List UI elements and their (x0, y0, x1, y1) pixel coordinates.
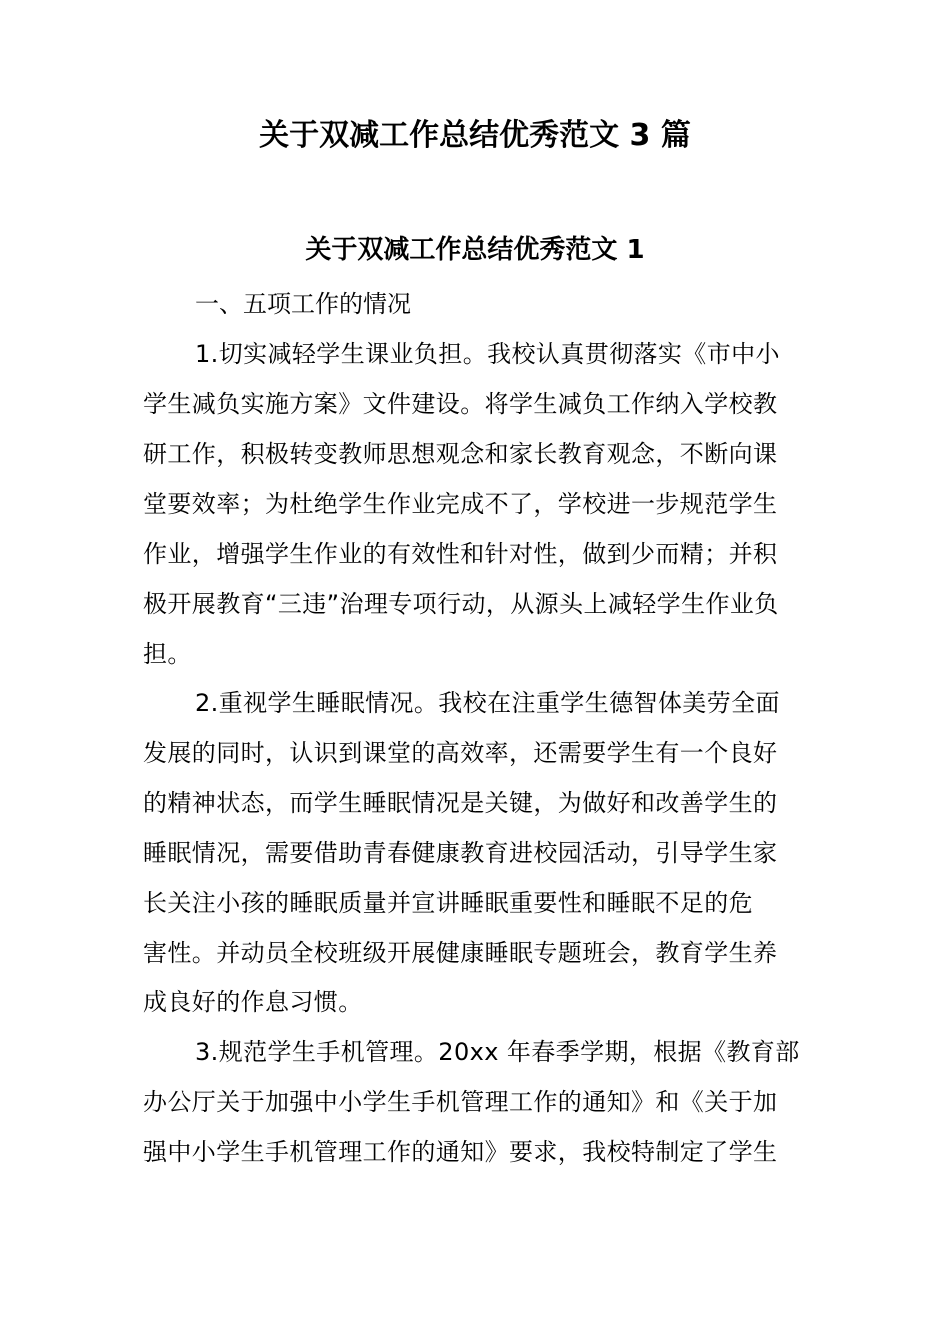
paragraph-line: 害性。并动员全校班级开展健康睡眠专题班会，教育学生养 (143, 939, 778, 967)
paragraph-line: 堂要效率；为杜绝学生作业完成不了，学校进一步规范学生 (143, 490, 778, 518)
paragraph-line: 办公厅关于加强中小学生手机管理工作的通知》和《关于加 (143, 1088, 778, 1116)
document-title: 关于双减工作总结优秀范文 3 篇 (259, 118, 691, 153)
paragraph-line: 极开展教育“三违”治理专项行动，从源头上减轻学生作业负 (143, 590, 779, 618)
paragraph-line: 担。 (143, 640, 192, 668)
paragraph-line: 作业，增强学生作业的有效性和针对性，做到少而精；并积 (143, 540, 778, 568)
section-title: 关于双减工作总结优秀范文 1 (305, 235, 645, 265)
paragraph-line: 长关注小孩的睡眠质量并宣讲睡眠重要性和睡眠不足的危 (143, 889, 753, 917)
paragraph-line: 发展的同时，认识到课堂的高效率，还需要学生有一个良好 (143, 739, 778, 767)
paragraph-line: 3.规范学生手机管理。20xx 年春季学期，根据《教育部 (195, 1038, 800, 1066)
paragraph-line: 睡眠情况，需要借助青春健康教育进校园活动，引导学生家 (143, 839, 778, 867)
paragraph-line: 研工作，积极转变教师思想观念和家长教育观念，不断向课 (143, 440, 778, 468)
paragraph-line: 2.重视学生睡眠情况。我校在注重学生德智体美劳全面 (195, 689, 780, 717)
paragraph-line: 成良好的作息习惯。 (143, 988, 363, 1016)
section-heading: 一、五项工作的情况 (195, 290, 411, 318)
paragraph-line: 的精神状态，而学生睡眠情况是关键，为做好和改善学生的 (143, 789, 778, 817)
paragraph-line: 学生减负实施方案》文件建设。将学生减负工作纳入学校教 (143, 390, 778, 418)
paragraph-line: 强中小学生手机管理工作的通知》要求，我校特制定了学生 (143, 1138, 778, 1166)
paragraph-line: 1.切实减轻学生课业负担。我校认真贯彻落实《市中小 (195, 340, 780, 368)
